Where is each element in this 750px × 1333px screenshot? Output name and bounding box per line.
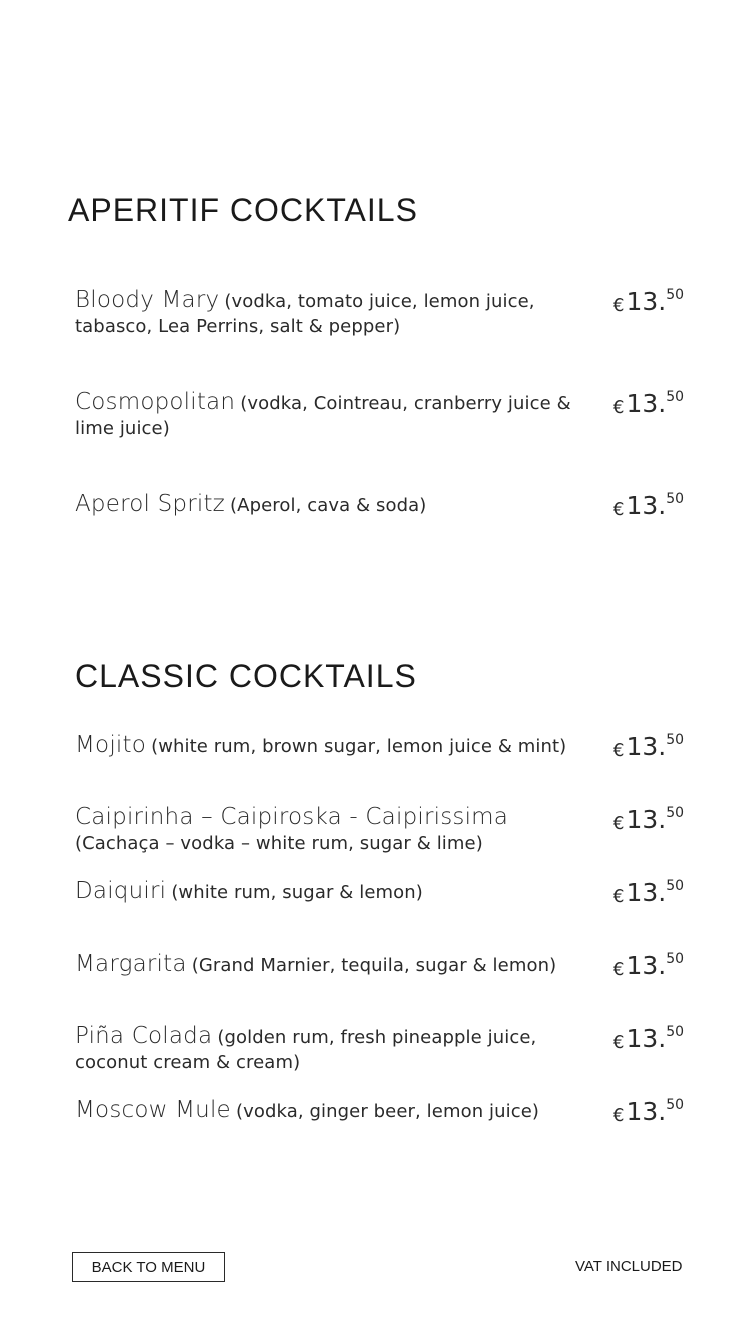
- price-cents: 50: [666, 878, 685, 894]
- currency-symbol: €: [613, 295, 625, 316]
- item-description: (vodka, ginger beer, lemon juice): [236, 1101, 540, 1122]
- price-whole: 13.: [626, 951, 667, 980]
- item-name: Margarita: [75, 951, 187, 977]
- price-cents: 50: [666, 287, 685, 303]
- currency-symbol: €: [613, 1032, 625, 1053]
- price-whole: 13.: [626, 1024, 667, 1053]
- item-name: Caipirinha – Caipiroska - Caipirissima: [75, 804, 509, 830]
- menu-item-margarita: [75, 952, 575, 978]
- currency-symbol: €: [613, 740, 625, 761]
- item-description: (golden rum, fresh pineapple juice, coconut cream & cream): [75, 1027, 537, 1073]
- currency-symbol: €: [613, 499, 625, 520]
- price-whole: 13.: [626, 878, 667, 907]
- item-price: [613, 732, 684, 761]
- menu-item-caipirinha: [75, 805, 575, 856]
- currency-symbol: €: [613, 959, 625, 980]
- item-description: (white rum, brown sugar, lemon juice & mint): [151, 736, 567, 757]
- item-name: Piña Colada: [75, 1023, 213, 1049]
- price-whole: 13.: [626, 1097, 667, 1126]
- price-cents: 50: [666, 805, 685, 821]
- menu-item-pina-colada: [75, 1024, 575, 1075]
- price-whole: 13.: [626, 491, 667, 520]
- item-name: Aperol Spritz: [75, 491, 225, 517]
- currency-symbol: €: [613, 886, 625, 907]
- item-price: [613, 951, 684, 980]
- item-name: Moscow Mule: [75, 1097, 231, 1123]
- item-price: [613, 805, 684, 834]
- price-whole: 13.: [626, 287, 667, 316]
- item-price: [613, 389, 684, 418]
- vat-notice: VAT INCLUDED: [575, 1258, 683, 1275]
- item-price: [613, 1097, 684, 1126]
- item-price: [613, 287, 684, 316]
- item-description: (vodka, Cointreau, cranberry juice & lime juice): [75, 393, 571, 439]
- item-description: (Grand Marnier, tequila, sugar & lemon): [191, 955, 557, 976]
- item-description: (vodka, tomato juice, lemon juice, tabasco, Lea Perrins, salt & pepper): [75, 291, 535, 337]
- item-price: [613, 1024, 684, 1053]
- menu-item-daiquiri: [75, 879, 575, 905]
- item-name: Bloody Mary: [75, 287, 220, 313]
- price-whole: 13.: [626, 805, 667, 834]
- price-cents: 50: [666, 491, 685, 507]
- price-cents: 50: [666, 1024, 685, 1040]
- currency-symbol: €: [613, 1105, 625, 1126]
- back-to-menu-button[interactable]: BACK TO MENU: [72, 1252, 225, 1282]
- price-whole: 13.: [626, 732, 667, 761]
- price-cents: 50: [666, 732, 685, 748]
- price-whole: 13.: [626, 389, 667, 418]
- item-price: [613, 878, 684, 907]
- currency-symbol: €: [613, 397, 625, 418]
- item-description: (Aperol, cava & soda): [230, 495, 427, 516]
- menu-item-aperol-spritz: [75, 492, 575, 518]
- price-cents: 50: [666, 1097, 685, 1113]
- currency-symbol: €: [613, 813, 625, 834]
- menu-item-bloody-mary: [75, 288, 575, 339]
- menu-item-cosmopolitan: [75, 390, 575, 441]
- menu-item-mojito: [75, 733, 575, 759]
- section-title-aperitif: APERITIF COCKTAILS: [68, 192, 418, 228]
- section-title-classic: CLASSIC COCKTAILS: [75, 658, 417, 694]
- item-name: Cosmopolitan: [75, 389, 236, 415]
- price-cents: 50: [666, 389, 685, 405]
- item-description: (white rum, sugar & lemon): [171, 882, 423, 903]
- menu-item-moscow-mule: [75, 1098, 575, 1124]
- item-price: [613, 491, 684, 520]
- item-description: (Cachaça – vodka – white rum, sugar & lime): [75, 833, 483, 854]
- item-name: Mojito: [75, 732, 146, 758]
- item-name: Daiquiri: [75, 878, 167, 904]
- price-cents: 50: [666, 951, 685, 967]
